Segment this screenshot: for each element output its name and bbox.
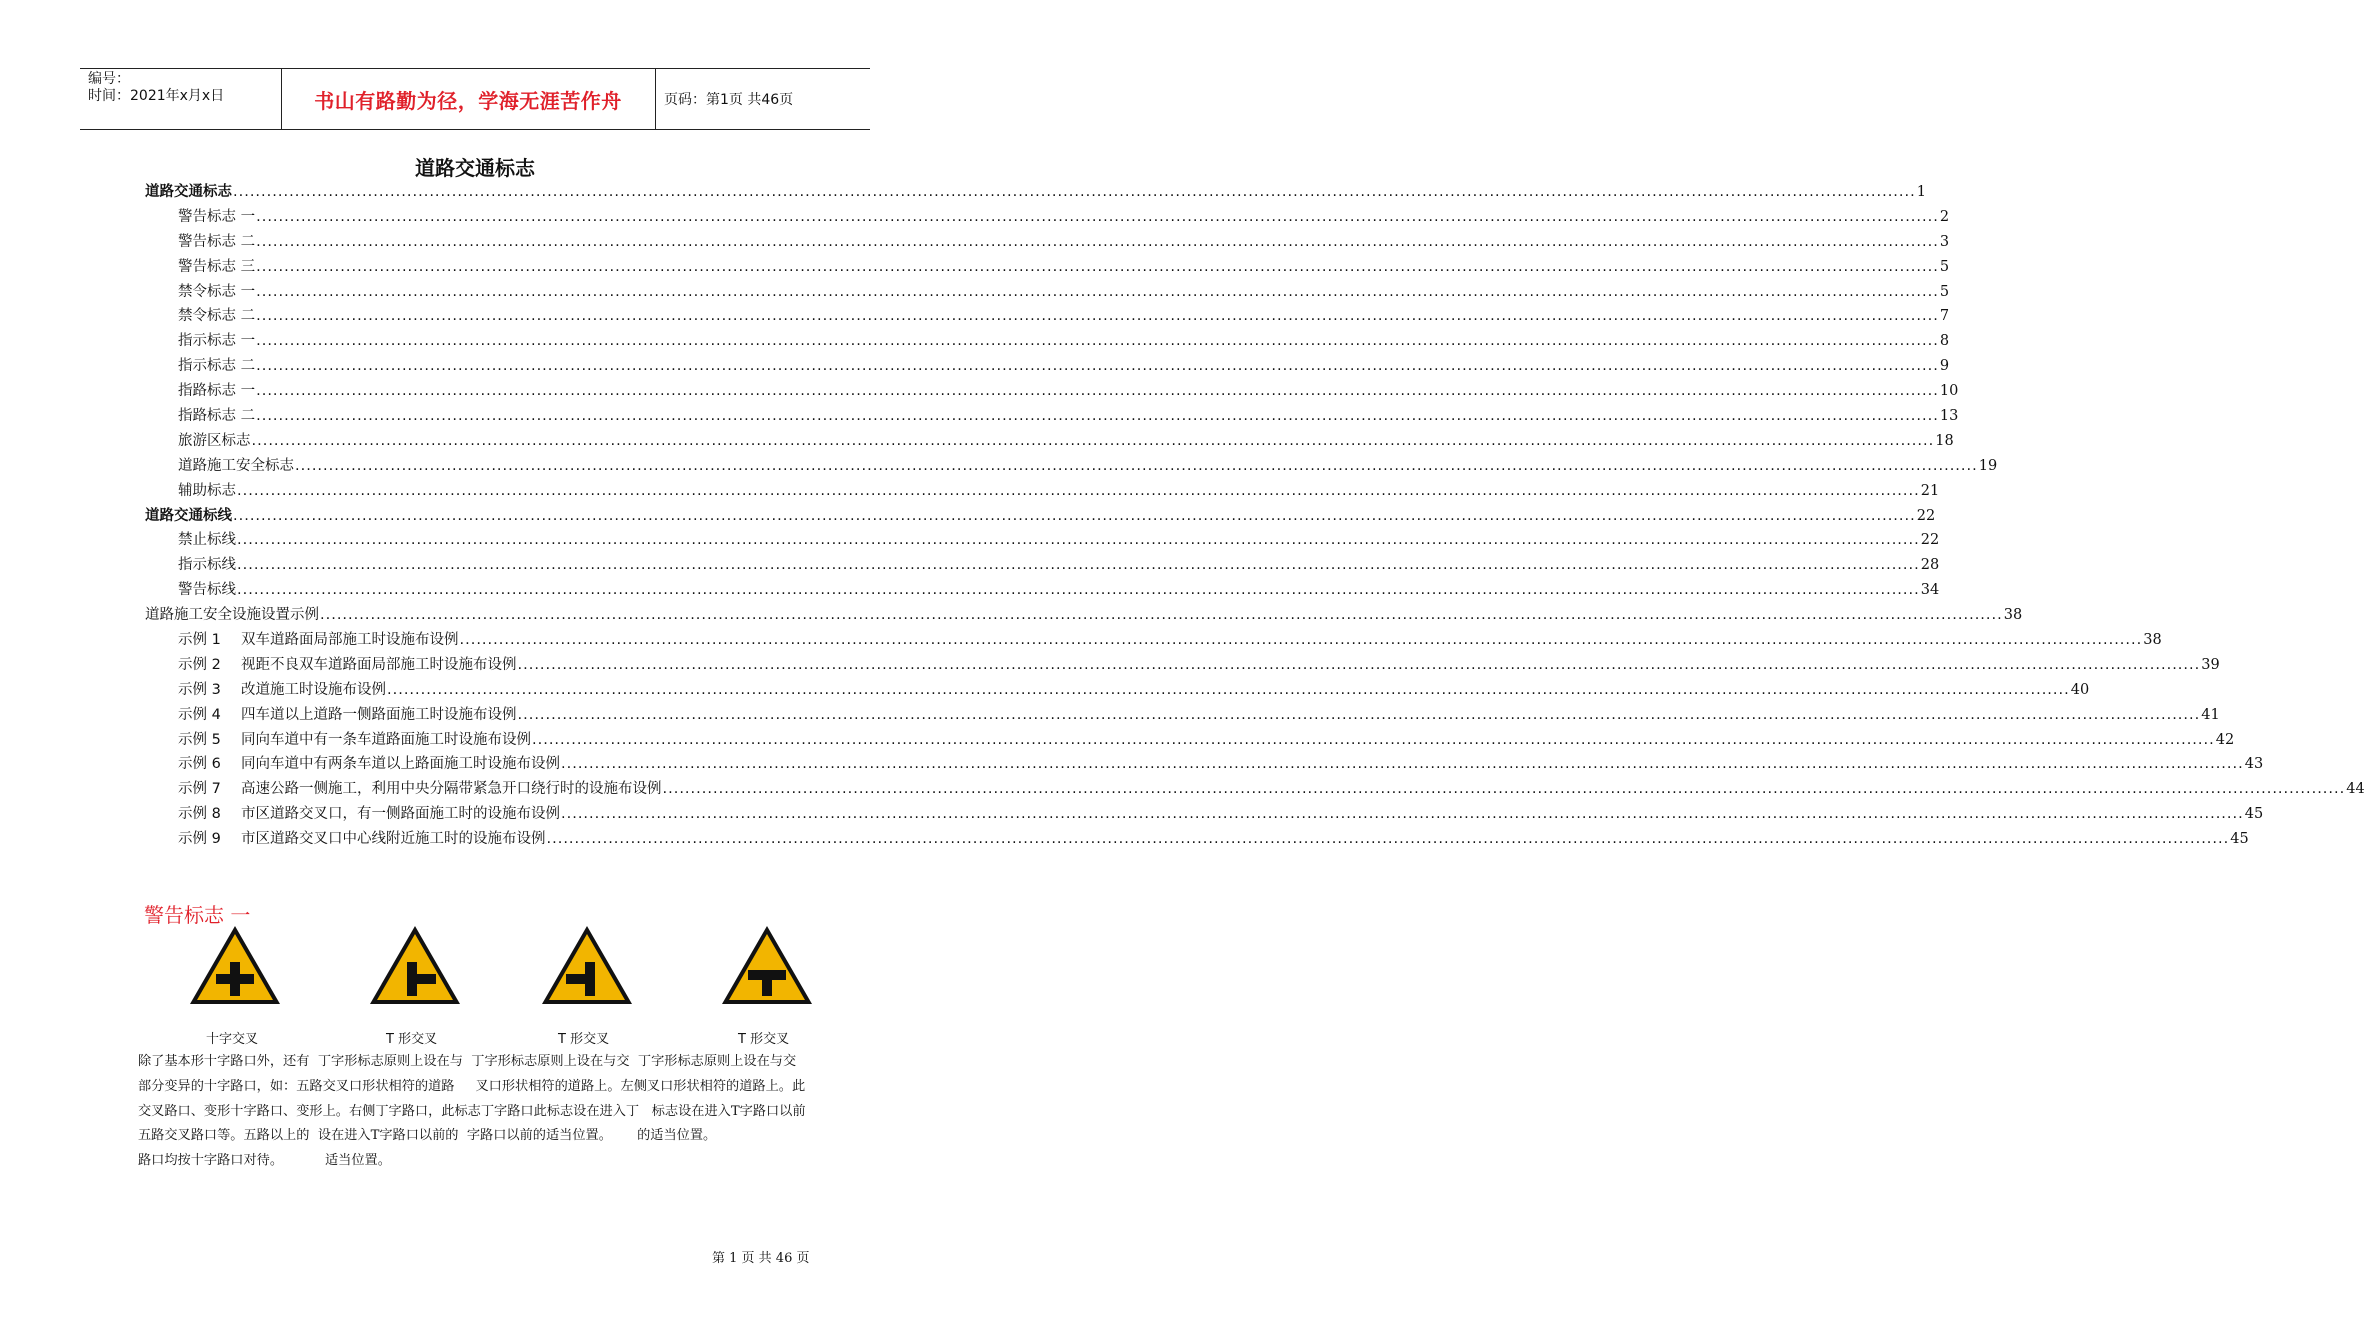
toc-entry-text: 禁令标志 一 [178,283,256,300]
sign-caption: 十字交叉 [206,1032,259,1047]
toc-entry[interactable] [145,280,1950,305]
sign-descriptions [138,1050,858,1174]
toc-page-number: 1 [1916,184,1926,200]
sign-caption: T 形交叉 [386,1032,438,1047]
toc-entry-number: 示例 2 [178,656,221,673]
toc-entry[interactable] [145,728,2235,753]
toc-entry[interactable] [145,354,1950,379]
toc-leader-dots: ............................................................................................................................................................................................................................................................................................................ [561,756,2244,773]
toc-page-number: 43 [2244,756,2264,773]
toc-page-number: 5 [1939,283,1950,300]
toc-leader-dots: ............................................................................................................................................................................................................................................................................................................ [295,457,1978,474]
toc-entry[interactable] [145,802,2264,827]
toc-entry-label [178,255,255,276]
header-motto: 书山有路勤为径，学海无涯苦作舟 [314,88,622,113]
toc-leader-dots: ............................................................................................................................................................................................................................................................................................................ [237,582,1920,599]
toc-entry-text: 道路施工安全标志 [178,457,294,474]
toc-leader-dots: ............................................................................................................................................................................................................................................................................................................ [251,432,1935,449]
toc-entry-label [178,354,255,375]
toc-entry-text: 道路施工安全设施设置示例 [145,607,319,624]
toc-page-number: 39 [2201,656,2220,673]
toc-leader-dots: ............................................................................................................................................................................................................................................................................................................ [256,358,1939,375]
toc-entry-label [178,703,517,724]
toc-entry[interactable] [145,777,2365,802]
toc-entry-label [178,628,459,649]
toc-page-number: 38 [2003,607,2023,624]
toc-leader-dots: ............................................................................................................................................................................................................................................................................................................ [561,806,2244,823]
toc-entry-label [178,454,294,475]
toc-entry-label [145,180,232,201]
toc-entry-text: 警告标志 一 [178,208,256,225]
toc-entry-label [178,653,517,674]
section-title: 警告标志 一 [144,903,251,927]
header-page-info: 页码：第1页 共46页 [664,92,794,108]
toc-leader-dots: ............................................................................................................................................................................................................................................................................................................ [662,781,2346,798]
toc-leader-dots: ............................................................................................................................................................................................................................................................................................................ [256,333,1939,350]
description-line: 交叉路口、变形十字路口、变形上。右侧丁字路口，此标志丁字路口此标志设在进入丁 标志设在进入T字路口以前 [138,1103,806,1119]
toc-leader-dots: ............................................................................................................................................................................................................................................................................................................ [256,408,1939,425]
toc-entry-text: 禁止标线 [178,532,236,549]
toc-page-number: 19 [1978,457,1998,474]
toc-entry[interactable] [145,678,2090,703]
toc-entry-text: 指示标志 二 [178,358,256,375]
toc-page-number: 9 [1939,358,1950,375]
toc-page-number: 41 [2201,706,2220,723]
toc-page-number: 13 [1939,408,1959,425]
toc-entry-label [178,304,255,325]
toc-entry-text: 道路交通标志 [145,184,232,200]
toc-entry[interactable] [145,578,1940,603]
toc-entry-text: 辅助标志 [178,482,236,499]
toc-entry-text: 警告标志 二 [178,233,256,250]
crossroad-sign-icon [188,924,282,1006]
toc-page-number: 18 [1935,432,1954,449]
toc-entry-label [178,777,662,798]
t-junction-sign-icon [720,924,814,1006]
toc-entry-number: 示例 5 [178,731,221,748]
toc-entry[interactable] [145,504,1936,529]
toc-entry-number: 示例 9 [178,831,221,848]
toc-entry-text: 市区道路交叉口中心线附近施工时的设施布设例 [241,831,546,848]
toc-page-number: 5 [1939,258,1950,275]
description-line: 五路交叉路口等。五路以上的 设在进入T字路口以前的 字路口以前的适当位置。 的适当位置。 [138,1128,717,1144]
description-line: 路口均按十字路口对待。 适当位置。 [138,1153,391,1169]
toc-page-number: 21 [1920,482,1940,499]
toc-entry[interactable] [145,752,2264,777]
toc-page-number: 45 [2244,806,2264,823]
toc-entry-text: 高速公路一侧施工，利用中央分隔带紧急开口绕行时的设施布设例 [241,781,662,798]
toc-entry-label [178,479,236,500]
toc-entry[interactable] [145,329,1950,354]
toc-entry-label [178,802,560,823]
toc-entry-label [178,379,255,400]
toc-entry[interactable] [145,230,1950,255]
toc-entry[interactable] [145,528,1940,553]
toc-page-number: 8 [1939,333,1950,350]
toc-leader-dots: ............................................................................................................................................................................................................................................................................................................ [517,656,2201,673]
page-header [80,68,870,130]
document-title: 道路交通标志 [415,156,535,180]
toc-page-number: 10 [1939,383,1959,400]
toc-page-number: 22 [1916,507,1936,524]
toc-entry-text: 指示标志 一 [178,333,256,350]
page-footer: 第 1 页 共 46 页 [712,1251,810,1266]
toc-page-number: 45 [2230,831,2249,848]
toc-leader-dots: ............................................................................................................................................................................................................................................................................................................ [233,184,1916,200]
toc-entry-label [145,603,319,624]
toc-entry-text: 禁令标志 二 [178,308,256,325]
code-label: 编号： [88,71,130,87]
toc-entry-text: 改道施工时设施布设例 [241,681,386,698]
toc-entry[interactable] [145,304,1950,329]
sign-caption: T 形交叉 [738,1032,790,1047]
toc-entry[interactable] [145,180,1926,205]
toc-entry-text: 指示标线 [178,557,236,574]
toc-entry-label [178,429,251,450]
description-line: 部分变异的十字路口，如：五路交叉口形状相符的道路 叉口形状相符的道路上。左侧叉口形状相符的道路上。此 [138,1078,806,1094]
toc-leader-dots: ............................................................................................................................................................................................................................................................................................................ [256,208,1939,225]
toc-page-number: 38 [2143,632,2162,649]
toc-page-number: 2 [1939,208,1950,225]
toc-entry[interactable] [145,553,1940,578]
t-junction-right-sign-icon [368,924,462,1006]
toc-leader-dots: ............................................................................................................................................................................................................................................................................................................ [546,831,2230,848]
toc-entry-label [178,752,560,773]
toc-entry-text: 道路交通标线 [145,507,232,524]
toc-entry-label [178,205,255,226]
toc-page-number: 40 [2070,681,2090,698]
toc-page-number: 34 [1920,582,1940,599]
toc-leader-dots: ............................................................................................................................................................................................................................................................................................................ [517,706,2201,723]
toc-entry-text: 双车道路面局部施工时设施布设例 [241,632,459,649]
toc-leader-dots: ............................................................................................................................................................................................................................................................................................................ [237,532,1920,549]
toc-entry[interactable] [145,703,2220,728]
toc-entry[interactable] [145,628,2162,653]
toc-entry[interactable] [145,429,1954,454]
toc-entry-label [178,404,255,425]
toc-entry-label [178,728,531,749]
toc-page-number: 7 [1939,308,1950,325]
toc-entry-text: 指路标志 一 [178,383,256,400]
toc-entry-text: 警告标志 三 [178,258,256,275]
toc-entry[interactable] [145,653,2220,678]
header-meta [88,71,278,105]
toc-entry[interactable] [145,379,1959,404]
t-junction-left-sign-icon [540,924,634,1006]
toc-leader-dots: ............................................................................................................................................................................................................................................................................................................ [237,557,1920,574]
toc-entry[interactable] [145,603,2023,628]
toc-entry[interactable] [145,404,1959,429]
toc-entry-number: 示例 6 [178,756,221,773]
toc-entry[interactable] [145,454,1998,479]
toc-entry-label [145,504,232,525]
toc-entry-number: 示例 4 [178,706,221,723]
toc-entry-number: 示例 8 [178,806,221,823]
toc-page-number: 22 [1920,532,1940,549]
toc-leader-dots: ............................................................................................................................................................................................................................................................................................................ [532,731,2215,748]
toc-entry-label [178,553,236,574]
toc-entry-number: 示例 1 [178,632,221,649]
toc-leader-dots: ............................................................................................................................................................................................................................................................................................................ [256,383,1939,400]
toc-entry-text: 旅游区标志 [178,432,251,449]
toc-leader-dots: ............................................................................................................................................................................................................................................................................................................ [256,258,1939,275]
description-line: 除了基本形十字路口外，还有 丁字形标志原则上设在与 丁字形标志原则上设在与交 丁字形标志原则上设在与交 [138,1054,797,1069]
toc-entry-label [178,329,255,350]
toc-entry-text: 同向车道中有两条车道以上路面施工时设施布设例 [241,756,560,773]
toc-page-number: 44 [2346,781,2365,798]
toc-leader-dots: ............................................................................................................................................................................................................................................................................................................ [459,632,2143,649]
toc-entry-label [178,528,236,549]
toc-entry-text: 四车道以上道路一侧路面施工时设施布设例 [241,706,517,723]
toc-entry-label [178,280,255,301]
toc-entry-text: 警告标线 [178,582,236,599]
toc-entry-text: 市区道路交叉口，有一侧路面施工时的设施布设例 [241,806,560,823]
toc-leader-dots: ............................................................................................................................................................................................................................................................................................................ [233,507,1916,524]
toc-leader-dots: ............................................................................................................................................................................................................................................................................................................ [256,308,1939,325]
toc-entry-text: 同向车道中有一条车道路面施工时设施布设例 [241,731,531,748]
time-label: 时间：2021年x月x日 [88,88,225,104]
toc-entry[interactable] [145,255,1950,280]
toc-leader-dots: ............................................................................................................................................................................................................................................................................................................ [256,283,1939,300]
sign-caption: T 形交叉 [558,1032,610,1047]
toc-entry-label [178,230,255,251]
toc-entry[interactable] [145,827,2249,852]
toc-page-number: 3 [1939,233,1950,250]
toc-page-number: 42 [2215,731,2235,748]
toc-page-number: 28 [1920,557,1940,574]
toc-entry-label [178,827,546,848]
toc-entry-label [178,578,236,599]
toc-entry-number: 示例 7 [178,781,221,798]
table-of-contents [145,180,2365,852]
toc-entry-label [178,678,386,699]
toc-entry-number: 示例 3 [178,681,221,698]
toc-leader-dots: ............................................................................................................................................................................................................................................................................................................ [256,233,1939,250]
toc-leader-dots: ............................................................................................................................................................................................................................................................................................................ [387,681,2070,698]
toc-entry[interactable] [145,205,1950,230]
toc-leader-dots: ............................................................................................................................................................................................................................................................................................................ [237,482,1920,499]
toc-entry[interactable] [145,479,1940,504]
toc-entry-text: 指路标志 二 [178,408,256,425]
toc-entry-text: 视距不良双车道路面局部施工时设施布设例 [241,656,517,673]
header-divider [655,69,656,129]
toc-leader-dots: ............................................................................................................................................................................................................................................................................................................ [320,607,2003,624]
